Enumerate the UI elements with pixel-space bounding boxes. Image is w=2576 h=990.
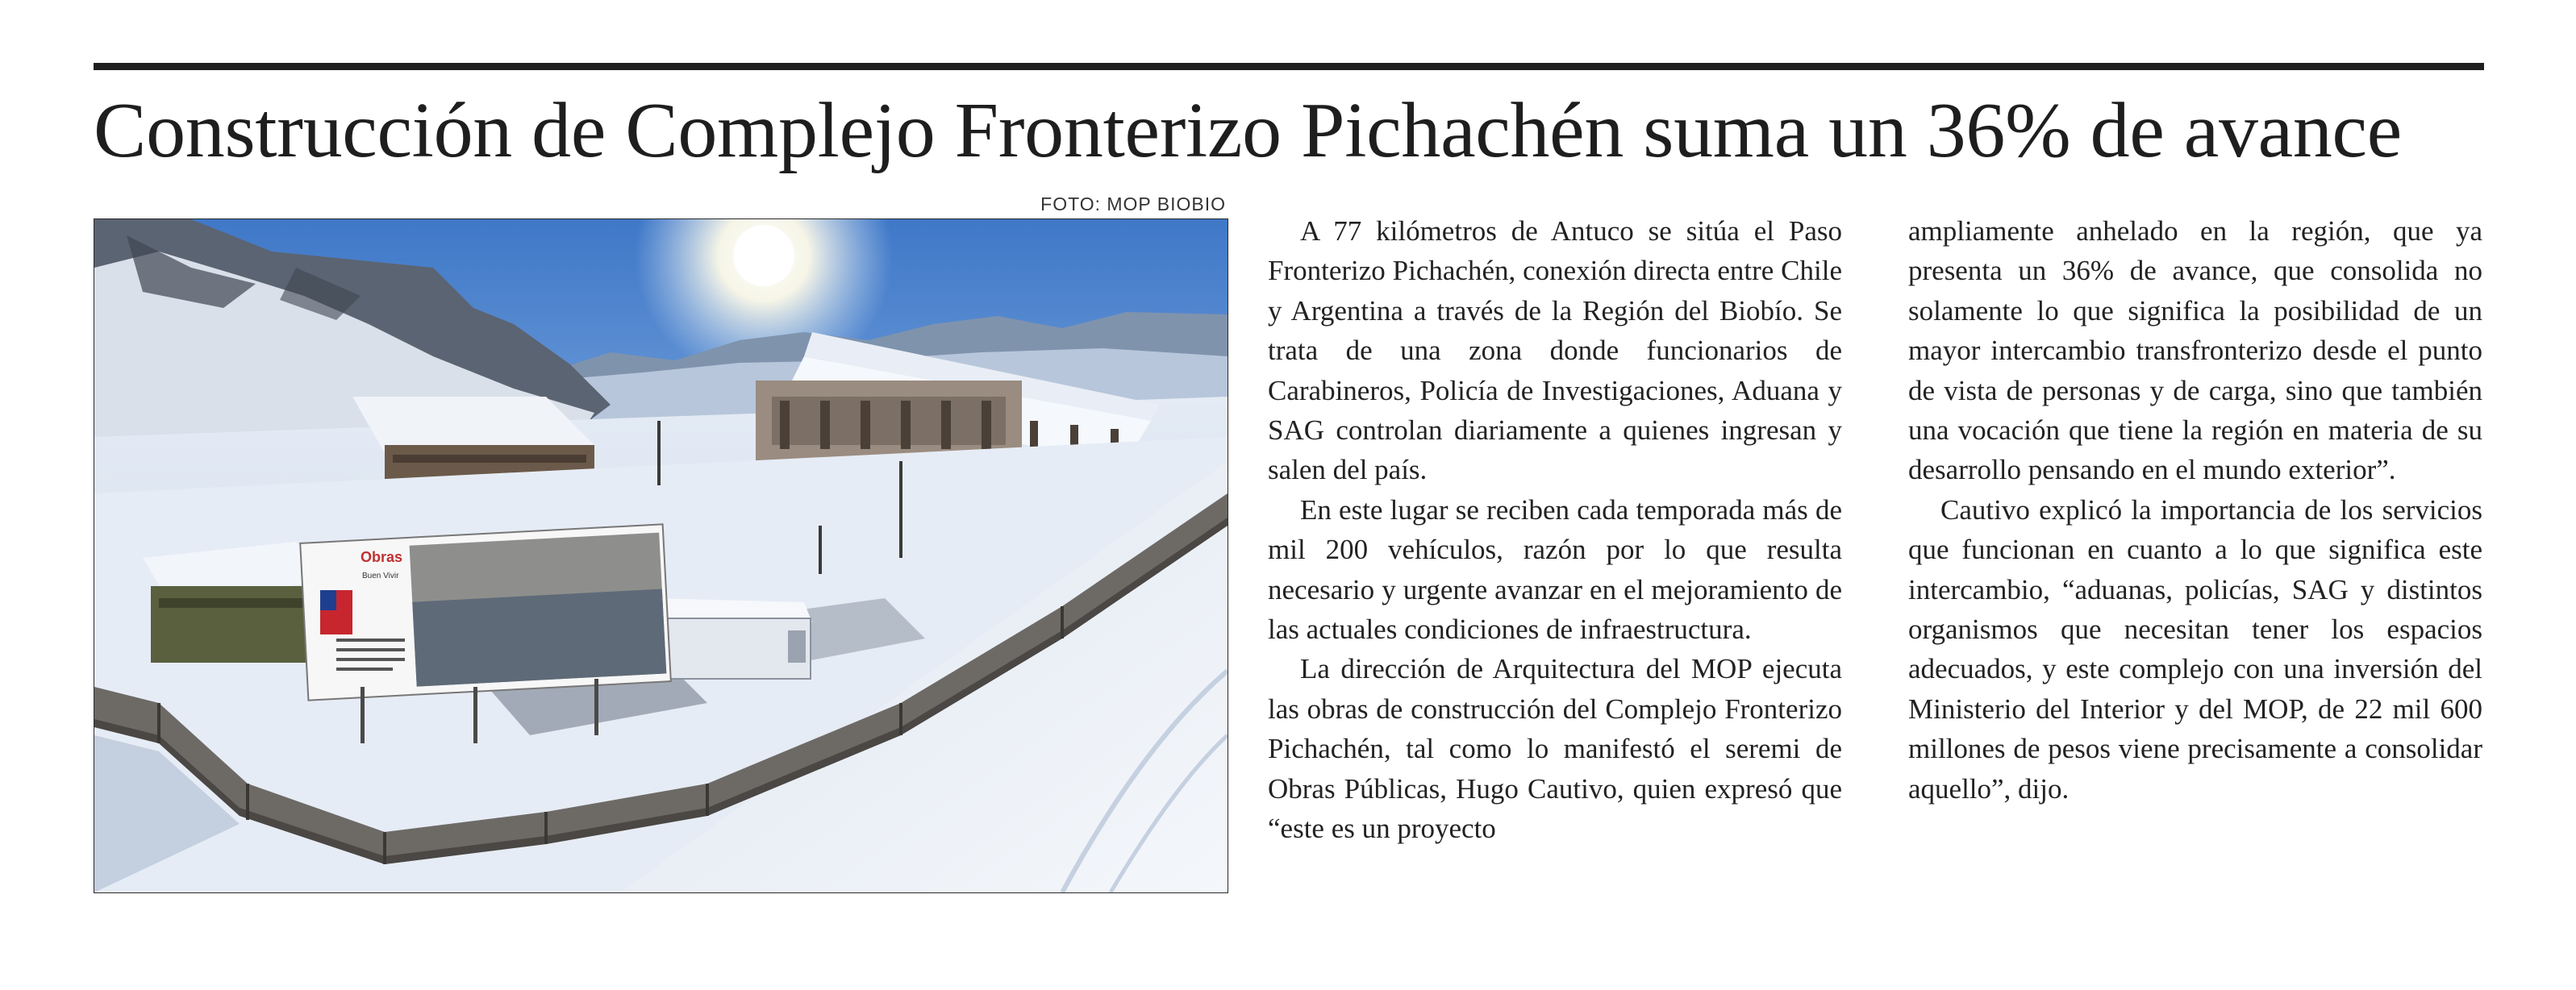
headline: Construcción de Complejo Fronterizo Pichachén suma un 36% de avance xyxy=(94,87,2402,174)
top-rule xyxy=(94,63,2484,70)
article-column-1 xyxy=(1268,211,1842,849)
article-column-2 xyxy=(1908,211,2482,809)
sign-subtitle: Buen Vivir xyxy=(362,572,399,580)
sign-title: Obras xyxy=(361,549,403,565)
photo-credit: FOTO: MOP BIOBIO xyxy=(1040,193,1226,214)
article-photo xyxy=(94,218,1228,893)
paragraph: Cautivo explicó la importancia de los servicios que funcionan en cuanto a lo que significa este intercambio, “aduanas, policías, SAG y distintos organismos que necesitan tener los espacios adecuados, y este complejo con una inversión del Ministerio del Interior y del MOP, de 22 mil 600 millones de pesos viene precisamente a consolidar aquello”, dijo. xyxy=(1908,493,2482,805)
paragraph-continued: ampliamente anhelado en la región, que ya presenta un 36% de avance, que consolida no solamente lo que significa la posibilidad de un mayor intercambio transfronterizo desde el punto de vista de personas y de carga, sino que también una vocación que tiene la región en materia de su desarrollo pensando en el mundo exterior”. xyxy=(1908,215,2482,486)
paragraph: La dirección de Arquitectura del MOP ejecuta las obras de construcción del Complejo Fronterizo Pichachén, tal como lo manifestó el seremi de Obras Públicas, Hugo Cautivo, quien expresó que “este es un proyecto xyxy=(1268,653,1842,845)
paragraph: A 77 kilómetros de Antuco se sitúa el Paso Fronterizo Pichachén, conexión directa entre Chile y Argentina a través de la Región del Biobío. Se trata de una zona donde funcionarios de Carabineros, Policía de Investigaciones, Aduana y SAG controlan diariamente a quienes ingresan y salen del país. xyxy=(1268,215,1842,486)
paragraph: En este lugar se reciben cada temporada más de mil 200 vehículos, razón por lo que resulta necesario y urgente avanzar en el mejoramiento de las actuales condiciones de infraestructura. xyxy=(1268,493,1842,646)
